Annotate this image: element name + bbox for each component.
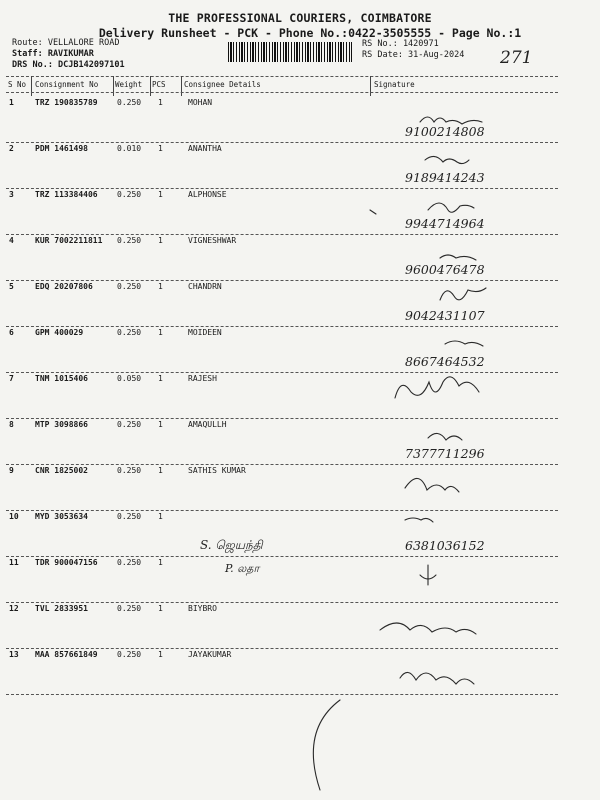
row-cn: TNM 1015406	[35, 374, 88, 383]
row-cn: PDM 1461498	[35, 144, 88, 153]
col-weight: Weight	[115, 80, 143, 89]
row-name: CHANDRN	[188, 282, 222, 291]
row-wt: 0.250	[117, 328, 142, 337]
row-pcs: 1	[158, 466, 163, 475]
row-wt: 0.250	[117, 98, 142, 107]
row-sno: 10	[9, 512, 19, 521]
row-wt: 0.250	[117, 558, 142, 567]
signature-scribble	[440, 255, 476, 260]
col-consignment: Consignment No	[35, 80, 99, 89]
row-wt: 0.250	[117, 604, 142, 613]
runsheet-subtitle: Delivery Runsheet - PCK - Phone No.:0422-3505555 - Page No.:1	[98, 26, 522, 40]
signature-phone: 9100214808	[405, 124, 485, 139]
signature-phone: 9042431107	[405, 308, 485, 323]
row-name: JAYAKUMAR	[188, 650, 232, 659]
row-name: AMAQULLH	[188, 420, 227, 429]
row-sno: 4	[9, 236, 14, 245]
row-sno: 5	[9, 282, 14, 291]
row-cn: KUR 7002211811	[35, 236, 103, 245]
row-pcs: 1	[158, 374, 163, 383]
signature-scribble	[405, 518, 433, 522]
row-sno: 1	[9, 98, 14, 107]
signature-scribble	[370, 210, 376, 214]
signature-scribble	[405, 478, 459, 492]
signature-scribble	[400, 672, 474, 684]
row-pcs: 1	[158, 98, 163, 107]
row-cn: TRZ 113384406	[35, 190, 98, 199]
row-cn: GPM 400029	[35, 328, 84, 337]
col-sno: S No	[8, 80, 27, 89]
row-pcs: 1	[158, 236, 163, 245]
row-cn: MAA 857661849	[35, 650, 98, 659]
signature-phone: 9189414243	[405, 170, 485, 185]
row-cn: MYD 3053634	[35, 512, 88, 521]
row-pcs: 1	[158, 512, 163, 521]
company-title: THE PROFESSIONAL COURIERS, COIMBATORE	[168, 11, 432, 25]
row-pcs: 1	[158, 650, 163, 659]
row-name: ALPHONSE	[188, 190, 227, 199]
signature-scribble	[420, 565, 436, 585]
row-cn: CNR 1825002	[35, 466, 88, 475]
row-pcs: 1	[158, 328, 163, 337]
drs-number: DRS No.: DCJB142097101	[12, 60, 125, 70]
row-wt: 0.010	[117, 144, 142, 153]
row-pcs: 1	[158, 420, 163, 429]
signature-phone: 9944714964	[405, 216, 485, 231]
signature-phone: 7377711296	[405, 446, 485, 461]
row-name: RAJESH	[188, 374, 217, 383]
signature-scribble	[380, 623, 476, 634]
signature-phone: 8667464532	[405, 354, 485, 369]
row-wt: 0.250	[117, 420, 142, 429]
signature-scribble	[445, 341, 483, 346]
row-name: BIYBRO	[188, 604, 217, 613]
row-sno: 9	[9, 466, 14, 475]
signature-scribble	[428, 203, 474, 212]
row-pcs: 1	[158, 604, 163, 613]
row-sno: 13	[9, 650, 19, 659]
row-sno: 11	[9, 558, 19, 567]
signature-scribble	[313, 700, 340, 790]
col-pcs: PCS	[152, 80, 166, 89]
rs-number: RS No.: 1420971	[362, 39, 439, 49]
signature-scribble	[420, 117, 482, 124]
row-name: SATHIS KUMAR	[188, 466, 246, 475]
signature-scribble	[395, 377, 479, 398]
row-sno: 7	[9, 374, 14, 383]
row-wt: 0.250	[117, 236, 142, 245]
row-sno: 8	[9, 420, 14, 429]
row-cn: TDR 900047156	[35, 558, 98, 567]
signature-scribble	[428, 433, 462, 440]
signature-scribble	[425, 156, 469, 163]
row-cn: MTP 3098866	[35, 420, 88, 429]
handwritten-count: 271	[500, 48, 533, 68]
handwritten-consignee: P. லதா	[225, 562, 260, 575]
row-wt: 0.250	[117, 466, 142, 475]
row-cn: TRZ 190835789	[35, 98, 98, 107]
staff-label: Staff: RAVIKUMAR	[12, 49, 94, 59]
row-name: MOHAN	[188, 98, 213, 107]
row-sno: 2	[9, 144, 14, 153]
row-wt: 0.250	[117, 512, 142, 521]
row-name: MOIDEEN	[188, 328, 222, 337]
row-cn: EDQ 20207806	[35, 282, 93, 291]
row-wt: 0.050	[117, 374, 142, 383]
row-pcs: 1	[158, 190, 163, 199]
handwritten-consignee: S. ஜெயந்தி	[200, 538, 263, 552]
signature-phone: 6381036152	[405, 538, 485, 553]
row-wt: 0.250	[117, 650, 142, 659]
row-wt: 0.250	[117, 282, 142, 291]
row-sno: 12	[9, 604, 19, 613]
row-wt: 0.250	[117, 190, 142, 199]
row-sno: 6	[9, 328, 14, 337]
rs-date: RS Date: 31-Aug-2024	[362, 50, 465, 60]
row-pcs: 1	[158, 282, 163, 291]
col-consignee: Consignee Details	[184, 80, 261, 89]
row-cn: TVL 2833951	[35, 604, 88, 613]
row-name: VIGNESHWAR	[188, 236, 237, 245]
col-signature: Signature	[374, 80, 415, 89]
signature-scribble	[440, 288, 486, 300]
row-pcs: 1	[158, 558, 163, 567]
row-pcs: 1	[158, 144, 163, 153]
row-sno: 3	[9, 190, 14, 199]
route-label: Route: VELLALORE ROAD	[12, 38, 120, 48]
signature-phone: 9600476478	[405, 262, 485, 277]
row-name: ANANTHA	[188, 144, 222, 153]
